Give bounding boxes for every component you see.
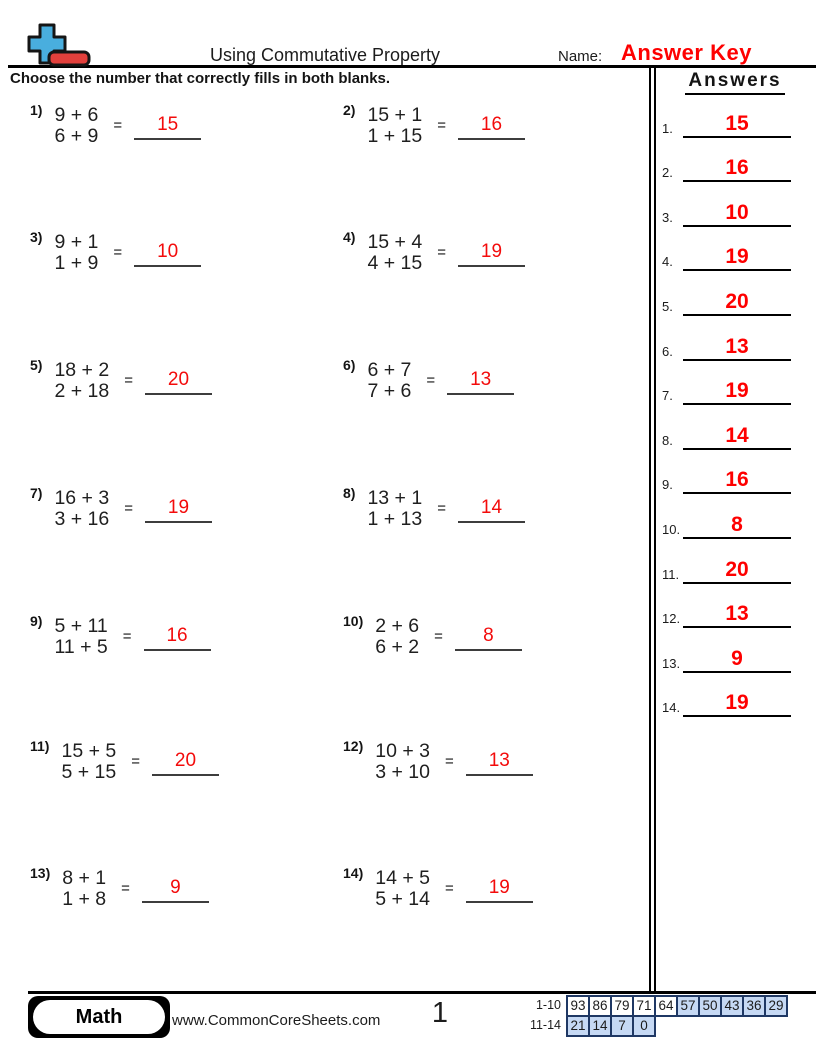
answers-list	[656, 93, 816, 717]
problem-8	[343, 486, 525, 529]
score-row-label: 1-10	[535, 998, 561, 1012]
problem-12	[343, 739, 533, 782]
answer-value: 19	[725, 691, 749, 715]
answer-number: 6.	[662, 343, 673, 359]
answer-blank-line	[683, 512, 791, 539]
expression-bottom: 3 + 10	[375, 760, 430, 783]
answer-item	[656, 361, 816, 406]
expression-bottom: 3 + 16	[54, 507, 110, 530]
answer-blank	[458, 239, 525, 267]
problem-number: 5)	[30, 357, 43, 373]
problem-number: 7)	[30, 485, 43, 501]
answer-item	[656, 93, 816, 138]
expression-top: 13 + 1	[367, 487, 423, 509]
problem-expressions	[54, 488, 109, 529]
problem-expressions	[62, 868, 106, 909]
answer-blank-line	[683, 423, 791, 450]
score-row-2	[528, 1015, 788, 1037]
answer-blank	[466, 875, 533, 903]
problem-expressions	[367, 232, 422, 273]
answer-number: 12.	[662, 611, 681, 627]
expression-bottom: 1 + 15	[367, 124, 423, 147]
answer-number: 4.	[662, 254, 673, 270]
equals-sign: =	[437, 117, 446, 134]
problem-expressions	[54, 105, 98, 146]
blank-answer: 19	[167, 497, 190, 518]
answer-blank	[142, 875, 209, 903]
subject-badge	[28, 996, 170, 1038]
website-url: www.CommonCoreSheets.com	[172, 1012, 381, 1029]
expression-top: 18 + 2	[54, 359, 110, 381]
answer-number: 2.	[662, 165, 673, 181]
expression-top: 14 + 5	[375, 867, 430, 889]
blank-answer: 20	[167, 369, 190, 390]
equals-sign: =	[124, 372, 133, 389]
blank-answer: 20	[174, 750, 197, 771]
expression-top: 15 + 4	[367, 231, 423, 253]
answer-value: 19	[725, 245, 749, 269]
score-table	[528, 995, 788, 1037]
problem-expressions	[367, 105, 422, 146]
problem-expressions	[375, 868, 430, 909]
expression-top: 6 + 7	[367, 359, 412, 381]
score-cell: 50	[698, 995, 722, 1017]
equals-sign: =	[131, 753, 140, 770]
answer-blank	[145, 495, 212, 523]
score-row-1	[528, 995, 788, 1017]
expression-top: 10 + 3	[375, 740, 430, 762]
blank-answer: 16	[480, 114, 503, 135]
equals-sign: =	[426, 372, 436, 389]
problem-expressions	[367, 488, 422, 529]
blank-answer: 10	[157, 241, 179, 262]
score-cell: 71	[632, 995, 656, 1017]
answer-number: 3.	[662, 209, 673, 225]
answer-value: 9	[731, 646, 743, 670]
answer-number: 13.	[662, 655, 681, 671]
answer-item	[656, 316, 816, 361]
answer-blank	[458, 495, 525, 523]
answer-blank-line	[683, 155, 791, 182]
answers-panel-header	[656, 70, 814, 95]
problem-number: 12)	[343, 738, 364, 754]
score-row-label: 11-14	[529, 1018, 561, 1032]
answer-value: 15	[725, 111, 749, 135]
answer-blank-line	[683, 378, 791, 405]
problem-expressions	[61, 741, 116, 782]
equals-sign: =	[434, 628, 443, 645]
answer-item	[656, 227, 816, 272]
problem-number: 3)	[30, 229, 43, 245]
name-label: Name:	[558, 48, 603, 65]
equals-sign: =	[122, 628, 132, 645]
answer-item	[656, 494, 816, 539]
problem-3	[30, 230, 201, 273]
answer-blank	[455, 623, 522, 651]
problem-number: 11)	[30, 738, 50, 754]
equals-sign: =	[124, 500, 133, 517]
problem-11	[30, 739, 219, 782]
problem-number: 6)	[343, 357, 356, 373]
answer-blank-line	[683, 646, 791, 673]
answer-number: 9.	[662, 477, 673, 493]
problem-number: 13)	[30, 865, 51, 881]
equals-sign: =	[445, 880, 454, 897]
equals-sign: =	[437, 244, 446, 261]
equals-sign: =	[121, 880, 130, 897]
answer-blank-line	[683, 289, 791, 316]
equals-sign: =	[113, 117, 123, 134]
blank-answer: 14	[480, 497, 503, 518]
answer-value: 13	[725, 602, 749, 626]
answer-number: 5.	[662, 298, 673, 314]
problem-number: 2)	[343, 102, 356, 118]
problem-expressions	[375, 741, 430, 782]
expression-top: 8 + 1	[62, 867, 107, 889]
problem-6	[343, 358, 514, 401]
answer-blank	[134, 112, 201, 140]
score-cell: 29	[764, 995, 788, 1017]
answer-blank-line	[683, 334, 791, 361]
answer-number: 14.	[662, 700, 681, 716]
expression-top: 16 + 3	[54, 487, 110, 509]
expression-bottom: 1 + 13	[367, 507, 423, 530]
equals-sign: =	[113, 244, 123, 261]
expression-bottom: 1 + 8	[62, 887, 107, 910]
answer-item	[656, 182, 816, 227]
expression-top: 9 + 1	[54, 231, 99, 253]
expression-top: 9 + 6	[54, 104, 99, 126]
answer-blank-line	[683, 601, 791, 628]
answer-blank	[145, 367, 212, 395]
answer-blank-line	[683, 200, 791, 227]
answer-blank	[152, 748, 219, 776]
problem-2	[343, 103, 525, 146]
subject-badge-label: Math	[33, 1000, 165, 1034]
problem-number: 9)	[30, 613, 43, 629]
answer-blank	[458, 112, 525, 140]
score-cell: 79	[610, 995, 634, 1017]
expression-bottom: 11 + 5	[54, 635, 108, 658]
expression-bottom: 7 + 6	[367, 379, 412, 402]
problem-expressions	[375, 616, 419, 657]
problem-5	[30, 358, 212, 401]
answer-value: 13	[725, 334, 749, 358]
blank-answer: 15	[157, 114, 179, 135]
score-cell: 36	[742, 995, 766, 1017]
blank-answer: 13	[470, 369, 492, 390]
problem-1	[30, 103, 201, 146]
score-cell: 21	[566, 1015, 590, 1037]
expression-bottom: 6 + 2	[375, 635, 420, 658]
answer-blank-line	[683, 467, 791, 494]
score-cell: 57	[676, 995, 700, 1017]
instruction-text: Choose the number that correctly fills in both blanks.	[10, 70, 391, 87]
expression-bottom: 1 + 9	[54, 251, 99, 274]
blank-answer: 9	[170, 877, 181, 898]
answer-value: 16	[725, 468, 749, 492]
score-cell: 93	[566, 995, 590, 1017]
answer-blank	[447, 367, 514, 395]
problem-number: 14)	[343, 865, 364, 881]
answer-value: 14	[725, 423, 749, 447]
blank-answer: 19	[480, 241, 503, 262]
answer-blank-line	[683, 244, 791, 271]
answer-blank-line	[683, 557, 791, 584]
answer-number: 1.	[662, 120, 673, 136]
problem-14	[343, 866, 533, 909]
footer-rule	[28, 991, 816, 994]
problem-number: 8)	[343, 485, 356, 501]
problem-9	[30, 614, 211, 657]
answer-value: 16	[725, 156, 749, 180]
problem-expressions	[367, 360, 411, 401]
answer-blank	[144, 623, 211, 651]
problem-expressions	[54, 232, 98, 273]
expression-bottom: 6 + 9	[54, 124, 99, 147]
answer-key-text: Answer Key	[621, 40, 752, 65]
problem-expressions	[54, 360, 109, 401]
answer-item	[656, 628, 816, 673]
expression-bottom: 5 + 15	[61, 760, 117, 783]
answer-number: 7.	[662, 388, 673, 404]
blank-answer: 13	[488, 750, 510, 771]
problem-4	[343, 230, 525, 273]
answer-item	[656, 405, 816, 450]
equals-sign: =	[445, 753, 454, 770]
problem-number: 4)	[343, 229, 356, 245]
answer-item	[656, 271, 816, 316]
score-cell: 0	[632, 1015, 656, 1037]
score-cell: 14	[588, 1015, 612, 1037]
problem-number: 1)	[30, 102, 43, 118]
answer-blank-line	[683, 111, 791, 138]
answer-value: 19	[725, 379, 749, 403]
answer-item	[656, 450, 816, 495]
answer-item	[656, 584, 816, 629]
answer-number: 11.	[662, 566, 680, 582]
expression-top: 2 + 6	[375, 615, 420, 637]
answer-item	[656, 673, 816, 718]
blank-answer: 19	[488, 877, 510, 898]
expression-top: 5 + 11	[54, 615, 108, 637]
problem-7	[30, 486, 212, 529]
answer-value: 20	[725, 557, 749, 581]
blank-answer: 8	[483, 625, 494, 646]
problem-expressions	[54, 616, 107, 657]
score-cell: 7	[610, 1015, 634, 1037]
answers-title: Answers	[685, 70, 784, 95]
sidebar-divider	[649, 67, 656, 992]
problem-13	[30, 866, 209, 909]
answer-item	[656, 539, 816, 584]
score-cell: 86	[588, 995, 612, 1017]
answer-value: 8	[731, 512, 743, 536]
problem-10	[343, 614, 522, 657]
answer-value: 20	[725, 289, 749, 313]
answer-blank	[466, 748, 533, 776]
answer-blank-line	[683, 690, 791, 717]
expression-top: 15 + 5	[61, 740, 117, 762]
answer-value: 10	[725, 200, 749, 224]
answer-blank	[134, 239, 201, 267]
blank-answer: 16	[166, 625, 188, 646]
page-number: 1	[431, 997, 449, 1029]
expression-bottom: 2 + 18	[54, 379, 110, 402]
answer-number: 10.	[662, 521, 681, 537]
page-title: Using Commutative Property	[209, 45, 441, 65]
expression-bottom: 5 + 14	[375, 887, 430, 910]
answer-item	[656, 138, 816, 183]
score-cell: 43	[720, 995, 744, 1017]
expression-bottom: 4 + 15	[367, 251, 423, 274]
answer-number: 8.	[662, 432, 673, 448]
expression-top: 15 + 1	[367, 104, 423, 126]
score-cell: 64	[654, 995, 678, 1017]
equals-sign: =	[437, 500, 446, 517]
problem-number: 10)	[343, 613, 364, 629]
